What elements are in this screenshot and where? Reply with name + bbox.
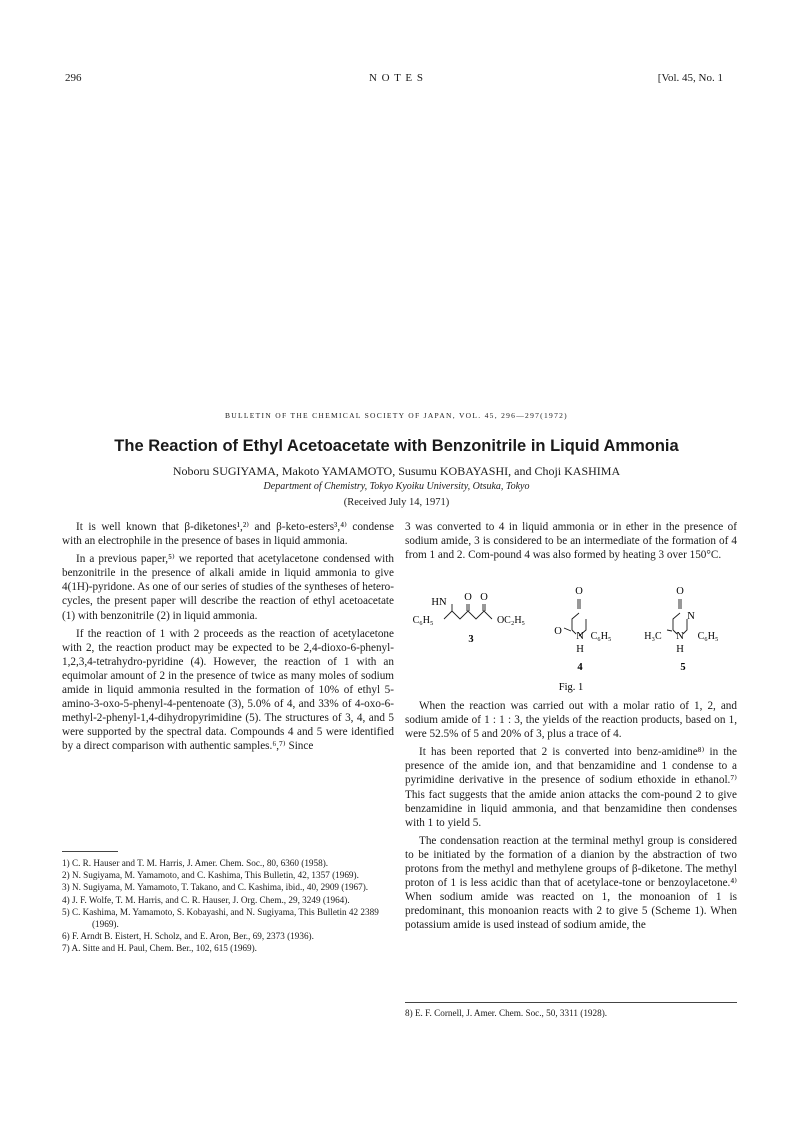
atom-label: H [576, 644, 584, 655]
atom-label: O [480, 592, 488, 603]
atom-label: N [687, 611, 695, 622]
paragraph-results: If the reaction of 1 with 2 proceeds as the reaction of acetylacetone with 2, the reaction product may be expected to be 2,4-dioxo-6-phenyl-1,2,3,4-tetrahydro-pyridine (4). However, the reaction of 1 with an equimolar amount of 2 in the presence of twice as many moles of sodium amide in liquid ammonia resulted in the formation of 10% of ethyl 5-amino-3-oxo-5-phenyl-4-pentenoate (3), 5.0% of 4, and 33% of 4-oxo-6-methyl-2-phenyl-1,4-dihydropyrimidine (5). The structures of 3, 4, and 5 were supported by the spectral data. Compounds 4 and 5 were identified by a direct comparison with authentic samples.⁶,⁷⁾ Since [62, 627, 394, 753]
footnote-rule [62, 851, 118, 852]
author-list: Noboru SUGIYAMA, Makoto YAMAMOTO, Susumu KOBAYASHI, and Choji KASHIMA [172, 464, 621, 478]
paragraph-intro: It is well known that β-diketones¹,²⁾ and β-keto-esters³,⁴⁾ condense with an electrophile in the presence of bases in liquid ammonia. [62, 521, 394, 548]
right-footnotes [405, 1007, 737, 1019]
footnote: 7) A. Sitte and H. Paul, Chem. Ber., 102, 615 (1969). [62, 943, 257, 954]
atom-label: O [554, 626, 562, 637]
atom-label: N [676, 631, 684, 642]
paragraph-molar-ratio: When the reaction was carried out with a molar ratio of 1, 2, and sodium amide of 1 : 1 : 3, the yields of the reaction products, based on 1, were 52.5% of 5 and 20% of 3, plus a trace of 4. [405, 700, 737, 741]
running-section-title: N O T E S [368, 72, 425, 84]
atom-label: C₆H₅ [412, 615, 434, 626]
atom-label: H [676, 644, 684, 655]
paragraph-previous-work: In a previous paper,⁵⁾ we reported that acetylacetone condensed with benzonitrile in the presence of alkali amide in liquid ammonia to give 4(1H)-pyridone. As one of our series of studies of the syntheses of hetero-cycles, the present paper will describe the reaction of ethyl acetoacetate (1) with benzonitrile (2) in liquid ammonia. [62, 553, 394, 622]
left-footnotes [62, 857, 394, 955]
atom-label: HN [431, 597, 447, 608]
footnote: 6) F. Arndt B. Eistert, H. Scholz, and E. Aron, Ber., 69, 2373 (1936). [62, 931, 314, 942]
left-column [62, 520, 394, 754]
atom-label: O [464, 592, 472, 603]
compound-label: 5 [680, 662, 686, 673]
paragraph-intermediate: 3 was converted to 4 in liquid ammonia or in ether in the presence of sodium amide, 3 is considered to be an intermediate of the formation of 4 from 1 and 2. Com-pound 4 was also formed by heating 3 over 150°C. [405, 521, 737, 562]
atom-label: C₆H₅ [697, 631, 719, 642]
right-column-top [405, 520, 737, 562]
volume-label: [Vol. 45, No. 1 [657, 72, 723, 84]
atom-label: O [676, 586, 684, 597]
compound-label: 4 [577, 662, 583, 673]
right-column-bottom [405, 699, 737, 933]
atom-label: O [575, 586, 583, 597]
atom-label: N [576, 631, 584, 642]
footnote: 5) C. Kashima, M. Yamamoto, S. Kobayashi, and N. Sugiyama, This Bulletin 42 2389 (1969). [62, 906, 379, 930]
footnote: 8) E. F. Cornell, J. Amer. Chem. Soc., 50, 3311 (1928). [405, 1008, 608, 1018]
compound-label: 3 [468, 634, 474, 645]
author-affiliation: Department of Chemistry, Tokyo Kyoiku University, Otsuka, Tokyo [263, 481, 530, 492]
received-date: (Received July 14, 1971) [343, 497, 450, 508]
page-number: 296 [65, 72, 82, 84]
journal-citation-line: BULLETIN OF THE CHEMICAL SOCIETY OF JAPAN, VOL. 45, 296—297(1972) [225, 411, 568, 420]
footnote: 4) J. F. Wolfe, T. M. Harris, and C. R. Hauser, J. Org. Chem., 29, 3249 (1964). [62, 894, 350, 905]
footnote: 2) N. Sugiyama, M. Yamamoto, and C. Kashima, This Bulletin, 42, 1357 (1969). [62, 870, 359, 881]
footnote-rule [405, 1002, 737, 1003]
paragraph-benzamidine: It has been reported that 2 is converted into benz-amidine⁸⁾ in the presence of the amide ion, and that benzamidine and 1 condense to a pyrimidine derivative in the presence of sodium ethoxide in ethanol.⁷⁾ This fact suggests that the amide anion attacks the com-pound 2 to give benzamidine in liquid ammonia, and that benzamidine then condenses with 1 to yield 5. [405, 746, 737, 829]
figure-1-structures [405, 582, 737, 694]
footnote: 1) C. R. Hauser and T. M. Harris, J. Amer. Chem. Soc., 80, 6360 (1958). [62, 858, 329, 868]
article-title: The Reaction of Ethyl Acetoacetate with Benzonitrile in Liquid Ammonia [114, 437, 679, 455]
atom-label: OC₂H₅ [496, 615, 526, 626]
paragraph-dianion: The condensation reaction at the terminal methyl group is considered to be initiated by the formation of a dianion by the abstraction of two protons from the methyl and methylene groups of β-diketone. The methyl proton of 1 is less acidic than that of acetylace-tone or benzoylacetone.⁴⁾ When sodium amide was reacted on 1, the monoanion of 1 is predominant, this monoanion reacts with 2 to give 5 (Scheme 1). When potassium amide is used instead of sodium amide, the [405, 834, 737, 932]
atom-label: C₆H₅ [590, 631, 612, 642]
figure-caption: Fig. 1 [558, 682, 584, 693]
footnote: 3) N. Sugiyama, M. Yamamoto, T. Takano, and C. Kashima, ibid., 40, 2909 (1967). [62, 882, 369, 893]
atom-label: H₃C [644, 631, 662, 642]
